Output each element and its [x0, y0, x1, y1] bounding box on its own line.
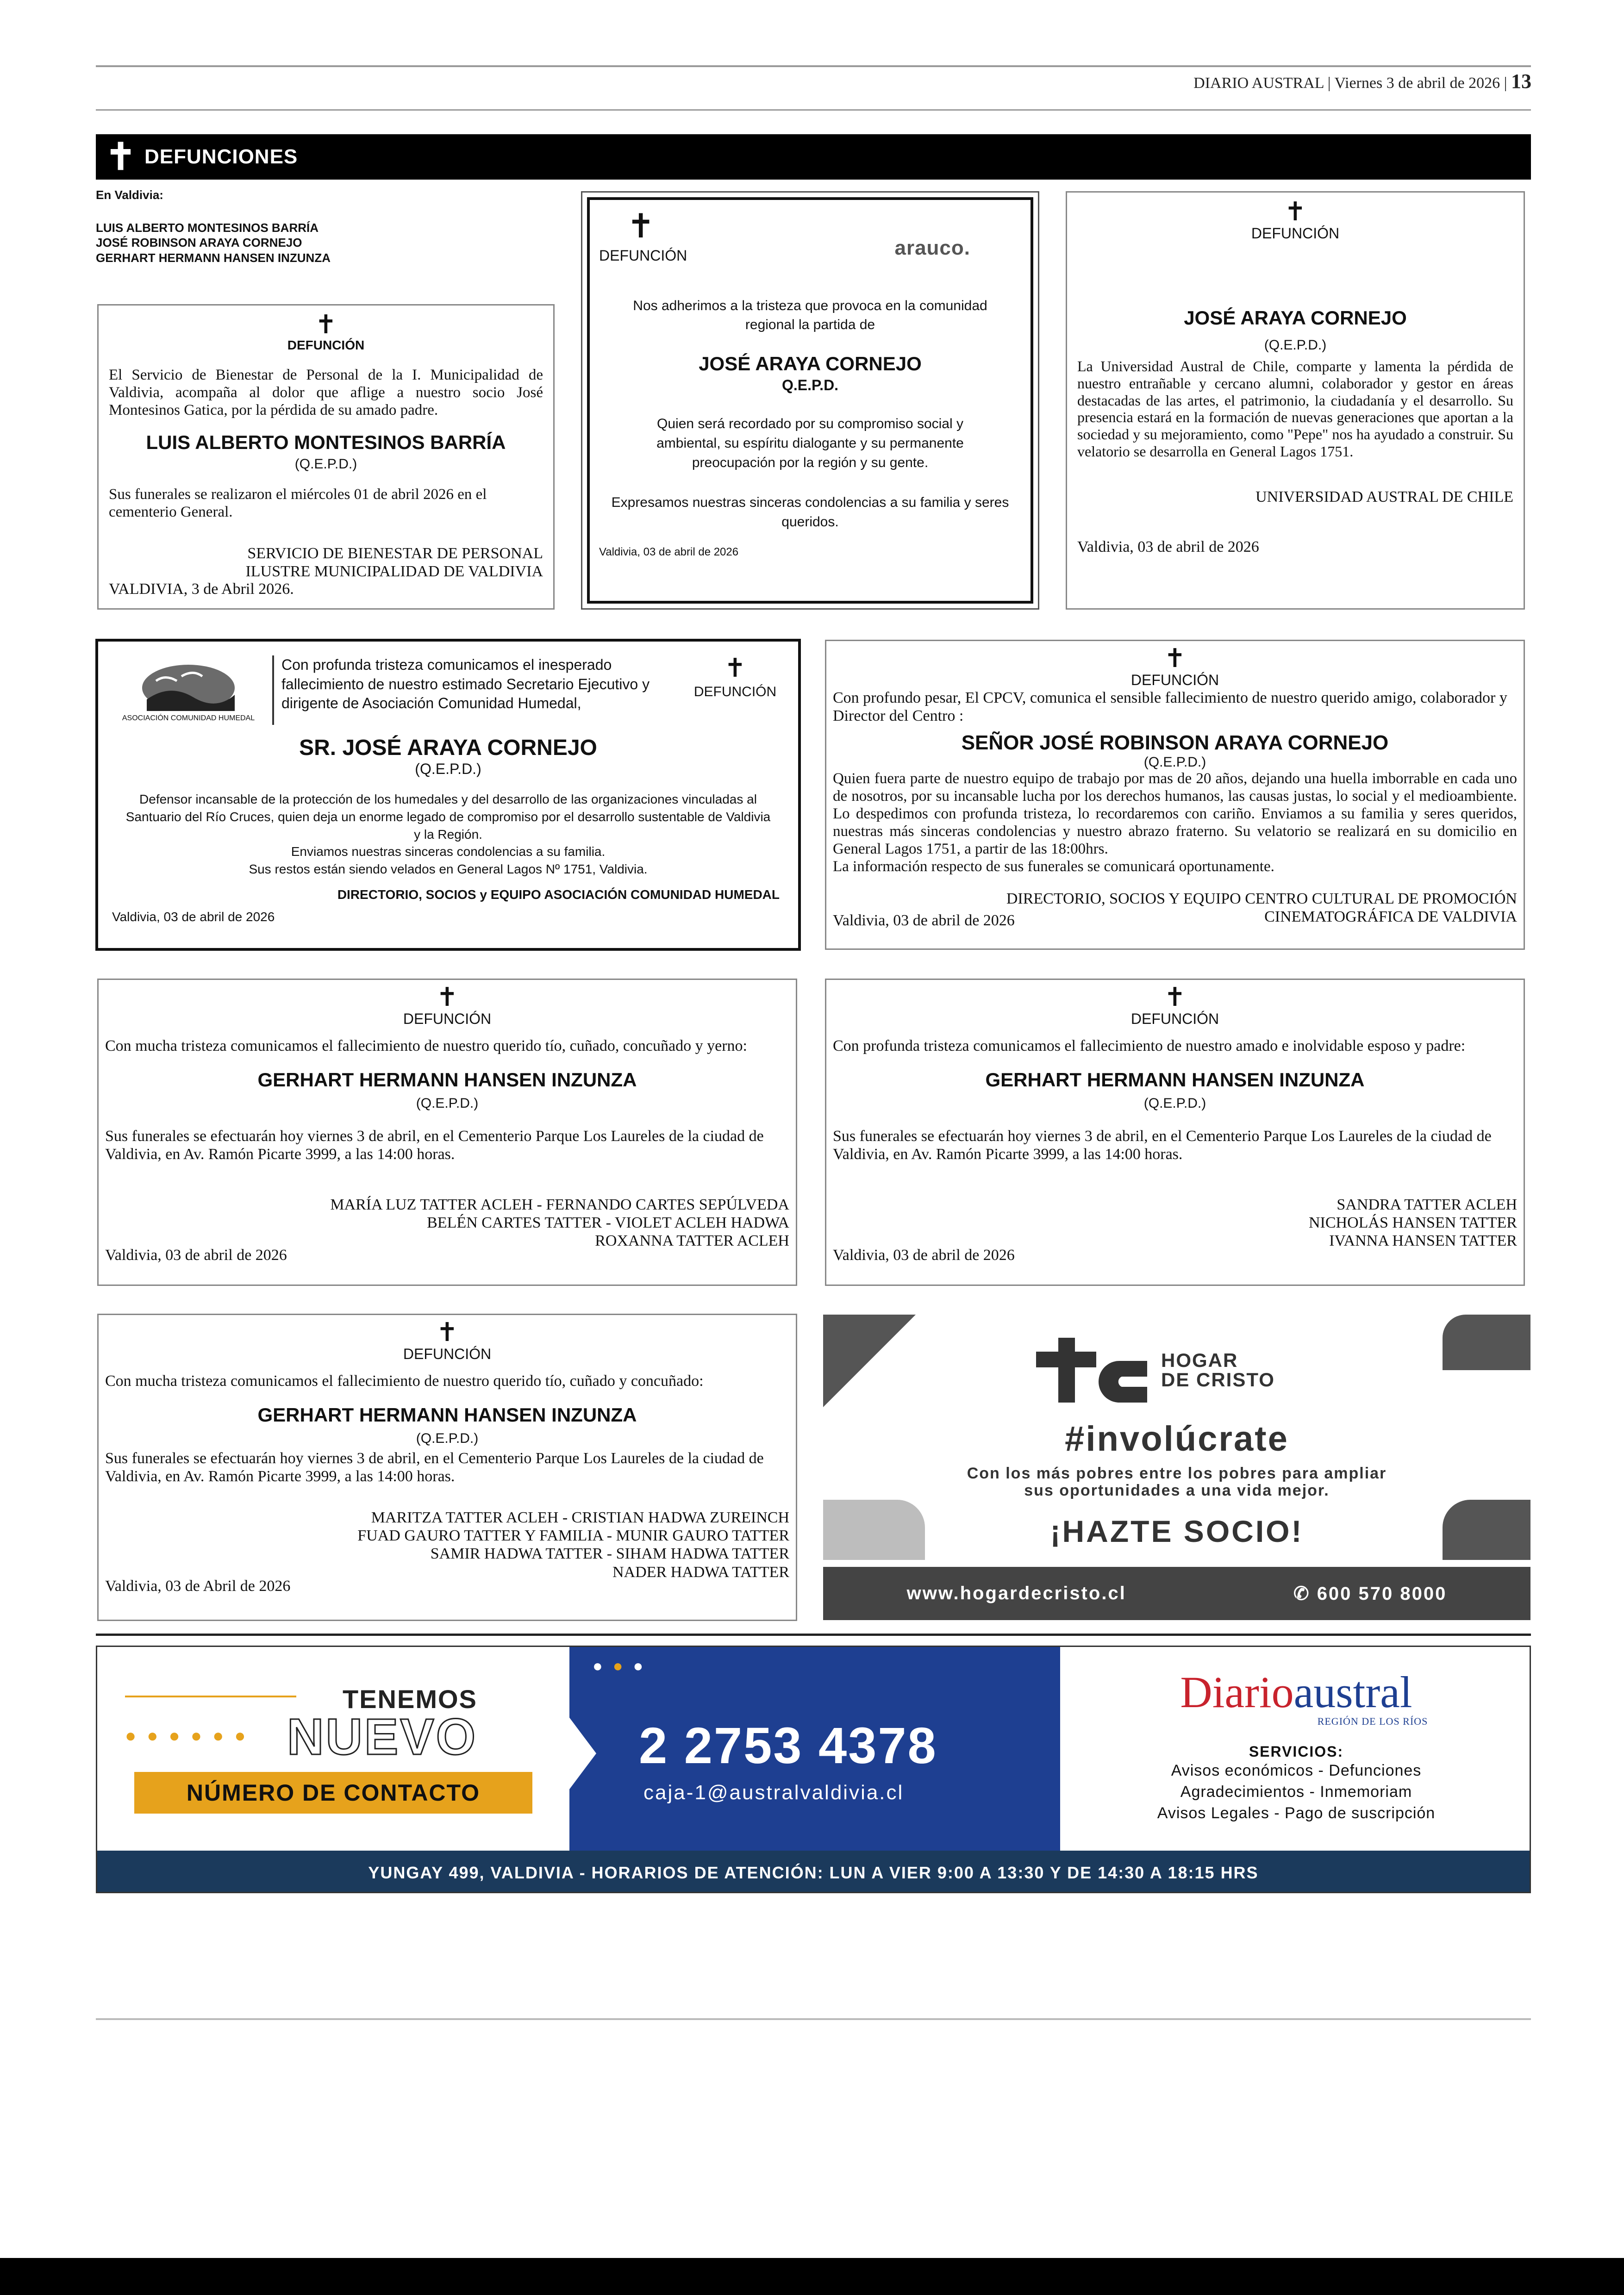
notice-intro: Con profundo pesar, El CPCV, comunica el sensible fallecimiento de nuestro querido amigo, colaborador y Director del Centro :	[833, 689, 1507, 725]
signature: IVANNA HANSEN TATTER	[1329, 1232, 1517, 1250]
funeral-info: Sus funerales se efectuarán hoy viernes 3 de abril, en el Cementerio Parque Los Laureles de la ciudad de Valdivia, en Av. Ramón Picarte 3999, a las 14:00 horas.	[833, 1128, 1492, 1163]
notice-date: Valdivia, 03 de abril de 2026	[599, 546, 739, 558]
ad-left-panel	[97, 1647, 569, 1851]
intro-block	[96, 187, 374, 265]
hogar-url[interactable]: www.hogardecristo.cl	[906, 1583, 1126, 1603]
bottom-bar	[0, 2258, 1624, 2295]
brand-line: HOGAR	[1161, 1349, 1238, 1371]
notice-humedal	[95, 639, 801, 951]
decor-shape	[1443, 1315, 1530, 1370]
cross-icon: ✝	[1284, 197, 1306, 227]
signature: NADER HADWA TATTER	[612, 1563, 789, 1581]
tagline-line: sus oportunidades a una vida mejor.	[1024, 1482, 1330, 1500]
notice-date: Valdivia, 03 de abril de 2026	[1077, 538, 1259, 555]
humedal-logo-icon	[137, 655, 239, 711]
dots-decor: ● ● ● ● ● ●	[125, 1726, 249, 1746]
deceased-name: GERHART HERMANN HANSEN INZUNZA	[257, 1069, 637, 1091]
diario-phone: 2 2753 4378	[639, 1717, 937, 1774]
cross-icon: ✝	[436, 982, 458, 1012]
section-bar	[96, 134, 1531, 180]
signature: DIRECTORIO, SOCIOS y EQUIPO ASOCIACIÓN COMUNIDAD HUMEDAL	[337, 887, 780, 902]
diario-footer: YUNGAY 499, VALDIVIA - HORARIOS DE ATENCIÓN: LUN A VIER 9:00 A 13:30 Y DE 14:30 A 18:15 HRS	[97, 1851, 1530, 1893]
tenemos-text: TENEMOS	[343, 1684, 477, 1714]
notice-label: DEFUNCIÓN	[1131, 1010, 1219, 1027]
humedal-logo	[112, 655, 265, 723]
hogar-contact-bar	[823, 1567, 1530, 1620]
cross-icon: ✝	[315, 310, 337, 340]
services-line: Agradecimientos - Inmemoriam	[1180, 1783, 1412, 1801]
signature: CINEMATOGRÁFICA DE VALDIVIA	[1264, 908, 1517, 925]
paper-name: DIARIO AUSTRAL	[1193, 75, 1324, 92]
notice-date: VALDIVIA, 3 de Abril 2026.	[109, 580, 294, 598]
funeral-info: Sus funerales se realizaron el miércoles 01 de abril 2026 en el cementerio General.	[109, 486, 487, 520]
notice-text: La Universidad Austral de Chile, comparte y lamenta la pérdida de nuestro entrañable y cercano alumni, colaborador y gestor en áreas destacadas de las artes, el patrimonio, la ciudadanía y el desarrollo. Su presencia estará en la formación de nuevas generaciones que aportan a la sociedad y su mejoramiento, como "Pepe" nos ha ayudado a construir. Su velatorio se desarrolla en General Lagos 1751.	[1077, 358, 1513, 460]
cross-icon: ✝	[1164, 982, 1186, 1012]
top-rule	[96, 65, 1531, 67]
notice-arauco-frame	[581, 191, 1039, 610]
notice-text: Defensor incansable de la protección de los humedales y del desarrollo de las organizaciones vinculadas al Santuario del Río Cruces, quien deja un enorme legado de compromiso por el desarrollo sustentable de Valdivia y la Región.	[125, 792, 771, 842]
notice-label: DEFUNCIÓN	[403, 1010, 492, 1027]
signature: MARÍA LUZ TATTER ACLEH - FERNANDO CARTES SEPÚLVEDA	[330, 1196, 789, 1214]
bottom-rule	[96, 2018, 1531, 2020]
services-line: Avisos económicos - Defunciones	[1171, 1762, 1422, 1779]
qepd: (Q.E.P.D.)	[1264, 337, 1327, 353]
notice-hansen-1	[97, 979, 797, 1286]
hogar-phone: 600 570 8000	[1317, 1583, 1447, 1604]
notice-text: Quien fuera parte de nuestro equipo de trabajo por mas de 20 años, dejando una huella imborrable en cada uno de nosotros, por su incansable lucha por los derechos humanos, las causas justas, lo social y el medioambiente. Lo despedimos con profunda tristeza, lo recordaremos con cariño. Enviamos a su familia y seres queridos, nuestras más sinceras condolencias y nuestro abrazo fraterno. Su velatorio se realizará en su domicilio en General Lagos 1751, a partir de las 18:00hrs.	[833, 770, 1517, 857]
notice-text: Sus restos están siendo velados en General Lagos Nº 1751, Valdivia.	[249, 862, 648, 877]
notice-hansen-3	[97, 1314, 797, 1621]
notice-date: Valdivia, 03 de abril de 2026	[105, 1246, 287, 1264]
logo-caption: ASOCIACIÓN COMUNIDAD HUMEDAL	[122, 714, 255, 722]
notice-label: DEFUNCIÓN	[1131, 672, 1219, 688]
notice-intro: Con profunda tristeza comunicamos el fallecimiento de nuestro amado e inolvidable esposo y padre:	[833, 1037, 1466, 1054]
services-title: SERVICIOS:	[1249, 1743, 1344, 1760]
signature: SANDRA TATTER ACLEH	[1337, 1196, 1517, 1214]
page-number: 13	[1511, 70, 1531, 93]
separator-rule	[96, 1634, 1531, 1636]
cross-icon: ✝	[436, 1317, 458, 1347]
dots-decor: ● ● ●	[593, 1656, 646, 1675]
condolences: Expresamos nuestras sinceras condolencias a su familia y seres queridos.	[611, 495, 1009, 530]
header-date: Viernes 3 de abril de 2026	[1334, 75, 1500, 92]
decor-shape	[823, 1315, 916, 1407]
page-header: DIARIO AUSTRAL | Viernes 3 de abril de 2026 | 13	[1193, 70, 1531, 93]
nuevo-text: NUEVO	[287, 1709, 478, 1765]
hashtag: #involúcrate	[1065, 1419, 1289, 1459]
notice-label: DEFUNCIÓN	[403, 1346, 492, 1362]
ad-hogar-de-cristo	[823, 1315, 1530, 1620]
qepd: (Q.E.P.D.)	[415, 761, 481, 777]
notice-arauco	[587, 197, 1033, 604]
notice-intro: Con profunda tristeza comunicamos el inesperado fallecimiento de nuestro estimado Secretario Ejecutivo y dirigente de Asociación Comunidad Humedal,	[281, 656, 650, 712]
notice-label: DEFUNCIÓN	[1251, 225, 1340, 242]
diario-email[interactable]: caja-1@australvaldivia.cl	[643, 1781, 904, 1804]
deceased-name: JOSÉ ARAYA CORNEJO	[1184, 307, 1407, 329]
notice-text: La información respecto de sus funerales se comunicará oportunamente.	[833, 858, 1274, 875]
arrow-shape	[568, 1716, 596, 1790]
ad-center-panel	[569, 1647, 1060, 1851]
numero-contacto: NÚMERO DE CONTACTO	[134, 1772, 532, 1814]
notice-label: DEFUNCIÓN	[693, 684, 777, 699]
deceased-name: GERHART HERMANN HANSEN INZUNZA	[985, 1069, 1365, 1091]
ad-diario-austral	[96, 1646, 1531, 1893]
notice-date: Valdivia, 03 de abril de 2026	[112, 909, 275, 924]
funeral-info: Sus funerales se efectuarán hoy viernes 3 de abril, en el Cementerio Parque Los Laureles de la ciudad de Valdivia, en Av. Ramón Picarte 3999, a las 14:00 horas.	[105, 1450, 764, 1485]
signature: NICHOLÁS HANSEN TATTER	[1309, 1214, 1517, 1232]
notice-text: El Servicio de Bienestar de Personal de la I. Municipalidad de Valdivia, acompaña al dolor que aflige a nuestro socio José Montesinos Gatica, por la pérdida de su amado padre.	[109, 367, 543, 418]
cross-icon: ✝	[627, 206, 655, 245]
logo-part: Diario	[1180, 1667, 1294, 1717]
arauco-logo: arauco.	[894, 237, 970, 259]
tagline	[823, 1465, 1530, 1500]
divider	[272, 655, 274, 725]
notice-date: Valdivia, 03 de abril de 2026	[833, 1246, 1015, 1264]
qepd: (Q.E.P.D.)	[294, 456, 357, 472]
notice-uach	[1066, 191, 1525, 610]
tagline-line: Con los más pobres entre los pobres para ampliar	[967, 1465, 1387, 1482]
notice-text: Enviamos nuestras sinceras condolencias a su familia.	[291, 844, 606, 859]
deceased-name: SR. JOSÉ ARAYA CORNEJO	[299, 736, 597, 760]
header-rule	[96, 109, 1531, 111]
notice-intro: Con mucha tristeza comunicamos el fallecimiento de nuestro querido tío, cuñado y concuñado:	[105, 1372, 704, 1390]
notice-date: Valdivia, 03 de Abril de 2026	[105, 1577, 291, 1595]
signature: FUAD GAURO TATTER Y FAMILIA - MUNIR GAURO TATTER	[357, 1527, 789, 1545]
deceased-name: LUIS ALBERTO MONTESINOS BARRÍA	[146, 431, 506, 453]
signature: SAMIR HADWA TATTER - SIHAM HADWA TATTER	[430, 1545, 789, 1563]
qepd: Q.E.P.D.	[781, 377, 839, 393]
notice-hansen-2	[825, 979, 1525, 1286]
qepd: (Q.E.P.D.)	[1143, 1096, 1206, 1111]
brand-line: DE CRISTO	[1161, 1369, 1275, 1391]
deceased-name: JOSÉ ARAYA CORNEJO	[699, 353, 922, 374]
intro-name: GERHART HERMANN HANSEN INZUNZA	[96, 250, 331, 265]
signature: BELÉN CARTES TATTER - VIOLET ACLEH HADWA	[427, 1214, 789, 1232]
notice-label: DEFUNCIÓN	[287, 338, 365, 352]
signature: ILUSTRE MUNICIPALIDAD DE VALDIVIA	[245, 562, 543, 580]
cross-icon: ✝	[1164, 643, 1186, 674]
cta-text: ¡HAZTE SOCIO!	[1050, 1514, 1304, 1548]
notice-cpcv	[825, 640, 1525, 950]
hogar-logo-icon	[1031, 1333, 1152, 1407]
notice-label: DEFUNCIÓN	[599, 247, 687, 264]
deceased-name: SEÑOR JOSÉ ROBINSON ARAYA CORNEJO	[961, 731, 1389, 755]
ad-right-panel	[1060, 1647, 1531, 1851]
notice-intro: Nos adherimos a la tristeza que provoca en la comunidad regional la partida de	[633, 298, 987, 332]
section-title: DEFUNCIONES	[144, 145, 298, 168]
decor-line	[125, 1696, 296, 1697]
intro-name: LUIS ALBERTO MONTESINOS BARRÍA	[96, 220, 319, 235]
logo-part: austral	[1293, 1667, 1412, 1717]
qepd: (Q.E.P.D.)	[1143, 755, 1206, 770]
diario-logo	[1060, 1667, 1531, 1717]
funeral-info: Sus funerales se efectuarán hoy viernes 3 de abril, en el Cementerio Parque Los Laureles de la ciudad de Valdivia, en Av. Ramón Picarte 3999, a las 14:00 horas.	[105, 1128, 764, 1163]
intro-name: JOSÉ ROBINSON ARAYA CORNEJO	[96, 236, 302, 249]
qepd: (Q.E.P.D.)	[416, 1431, 479, 1447]
signature: SERVICIO DE BIENESTAR DE PERSONAL	[247, 544, 543, 562]
region-text: REGIÓN DE LOS RÍOS	[1317, 1715, 1428, 1727]
services-line: Avisos Legales - Pago de suscripción	[1157, 1804, 1436, 1822]
notice-text: Quien será recordado por su compromiso social y ambiental, su espíritu dialogante y su permanente preocupación por la región y su gente.	[656, 416, 964, 470]
qepd: (Q.E.P.D.)	[416, 1096, 479, 1111]
signature: MARITZA TATTER ACLEH - CRISTIAN HADWA ZUREINCH	[371, 1509, 789, 1527]
notice-intro: Con mucha tristeza comunicamos el fallecimiento de nuestro querido tío, cuñado, concuñado y yerno:	[105, 1037, 747, 1054]
signature: ROXANNA TATTER ACLEH	[595, 1232, 789, 1250]
cross-icon: ✝	[105, 136, 137, 177]
phone-icon: ✆	[1293, 1583, 1311, 1604]
cross-icon: ✝	[724, 653, 746, 683]
notice-montesinos	[97, 304, 555, 610]
signature: UNIVERSIDAD AUSTRAL DE CHILE	[1255, 488, 1513, 505]
intro-label: En Valdivia:	[96, 188, 163, 202]
deceased-name: GERHART HERMANN HANSEN INZUNZA	[257, 1404, 637, 1426]
hogar-logo	[1031, 1333, 1275, 1407]
signature: DIRECTORIO, SOCIOS Y EQUIPO CENTRO CULTURAL DE PROMOCIÓN	[1006, 890, 1517, 907]
notice-date: Valdivia, 03 de abril de 2026	[833, 912, 1015, 929]
